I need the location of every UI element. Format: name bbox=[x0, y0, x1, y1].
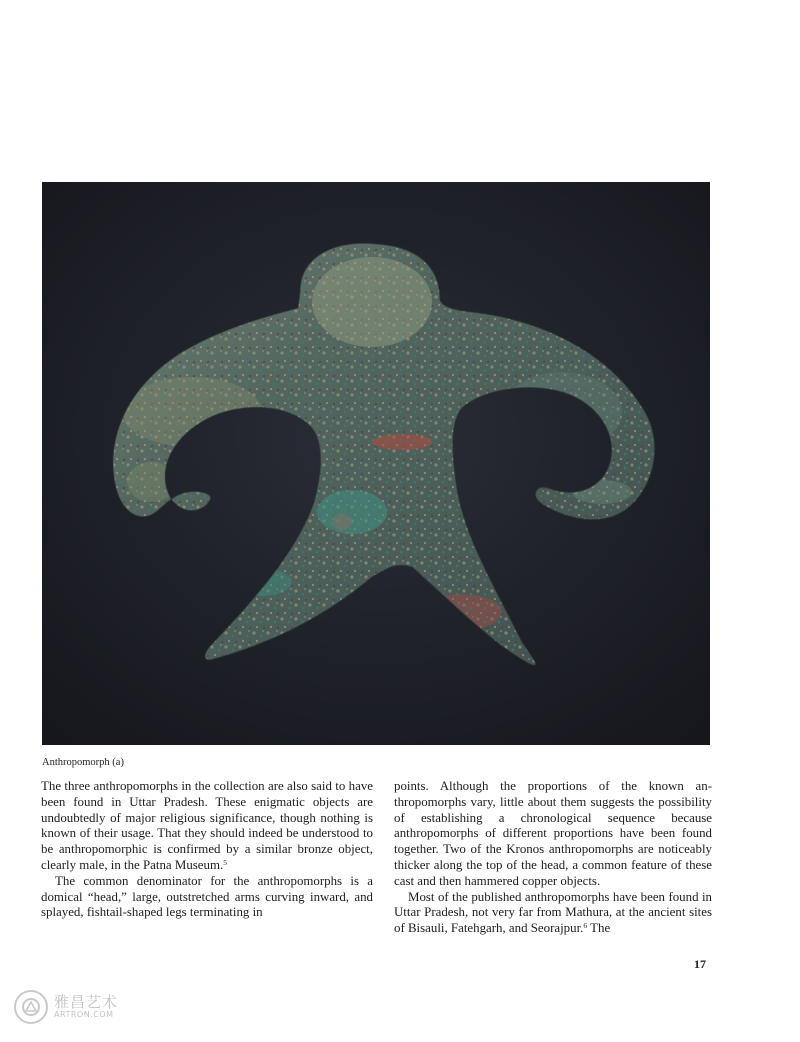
page-number: 17 bbox=[694, 957, 706, 971]
paragraph: The common denominator for the anthropomorphs is a domical “head,” large, outstretched arms curving inward, and splayed, fishtail-shaped legs terminating in bbox=[41, 873, 373, 920]
anthropomorph-illustration bbox=[42, 182, 710, 745]
watermark-text bbox=[54, 992, 119, 1019]
footnote-marker: 6 bbox=[583, 921, 588, 931]
paragraph bbox=[394, 890, 712, 937]
footnote-marker: 5 bbox=[223, 857, 227, 867]
right-text-column bbox=[394, 779, 712, 937]
paragraph-text: The three anthropomorphs in the collection are also said to have been found in Uttar Pradesh. These enigmatic objects are undoubtedly of major religious significance, though nothing is known of their usage. That they should indeed be understood to be anthropomorphic is confirmed by a similar bronze object, clearly male, in the Patna Museum. bbox=[41, 779, 373, 872]
anthropomorph-photo bbox=[42, 182, 710, 745]
paragraph bbox=[41, 779, 373, 874]
paragraph-text: The bbox=[587, 921, 611, 936]
watermark-chinese: 雅昌艺术 bbox=[54, 992, 119, 1011]
watermark-english: ARTRON.COM bbox=[54, 1009, 114, 1019]
left-text-column bbox=[41, 779, 373, 921]
watermark bbox=[14, 990, 118, 1024]
watermark-logo-icon bbox=[14, 990, 48, 1024]
paragraph-text: Most of the published anthropomorphs have been found in Uttar Pradesh, not very far from Mathura, at the ancient sites of Bisauli, Fatehgarh, and Seorajpur. bbox=[394, 889, 712, 936]
paragraph: points. Although the proportions of the known anthropomorphs vary, little about them suggests the possibility of establishing a chronological sequence because anthropomorphs of different proportions have been found together. Two of the Kronos anthropomorphs are noticeably thicker along the top of the head, a common feature of these cast and then hammered copper objects. bbox=[394, 779, 712, 888]
figure-caption: Anthropomorph (a) bbox=[42, 757, 124, 768]
